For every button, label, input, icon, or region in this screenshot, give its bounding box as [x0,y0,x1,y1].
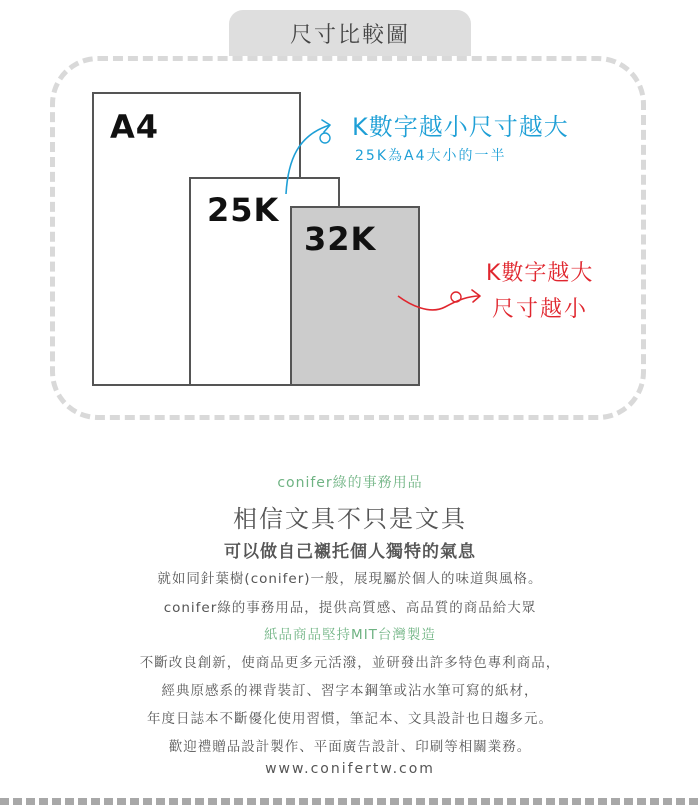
blue-note-line-2: 25K為A4大小的一半 [355,148,507,164]
headline: 相信文具不只是文具 [233,505,467,533]
paragraph-1: 就如同針葉樹(conifer)一般，展現屬於個人的味道與風格。 [157,571,543,587]
brand-line: conifer綠的事務用品 [277,475,423,491]
page-title: 尺寸比較圖 [289,22,410,48]
paragraph-5: 經典原感系的裸背裝訂、習字本鋼筆或沾水筆可寫的紙材， [161,683,539,699]
paragraph-6: 年度日誌本不斷優化使用習慣，筆記本、文具設計也日趨多元。 [147,711,553,727]
size-comparison-tab [229,10,471,56]
website-link[interactable]: www.conifertw.com [265,761,435,777]
blue-note-line-1: K數字越小尺寸越大 [352,113,569,141]
bottom-dashed-strip [0,798,700,805]
paragraph-2: conifer綠的事務用品，提供高質感、高品質的商品給大眾 [163,600,537,616]
sheet-25k-label: 25K [207,191,280,229]
paragraph-7: 歡迎禮贈品設計製作、平面廣告設計、印刷等相關業務。 [168,739,532,755]
sheet-a4-label: A4 [110,108,160,146]
paragraph-3: 紙品商品堅持MIT台灣製造 [264,627,436,643]
subheadline: 可以做自己襯托個人獨特的氣息 [224,542,476,562]
red-note-line-1: K數字越大 [486,261,594,286]
paragraph-4: 不斷改良創新，使商品更多元活潑，並研發出許多特色專利商品， [139,655,561,671]
sheet-32k-label: 32K [304,220,377,258]
red-note-line-2: 尺寸越小 [492,297,589,322]
sheet-32k [290,206,420,386]
